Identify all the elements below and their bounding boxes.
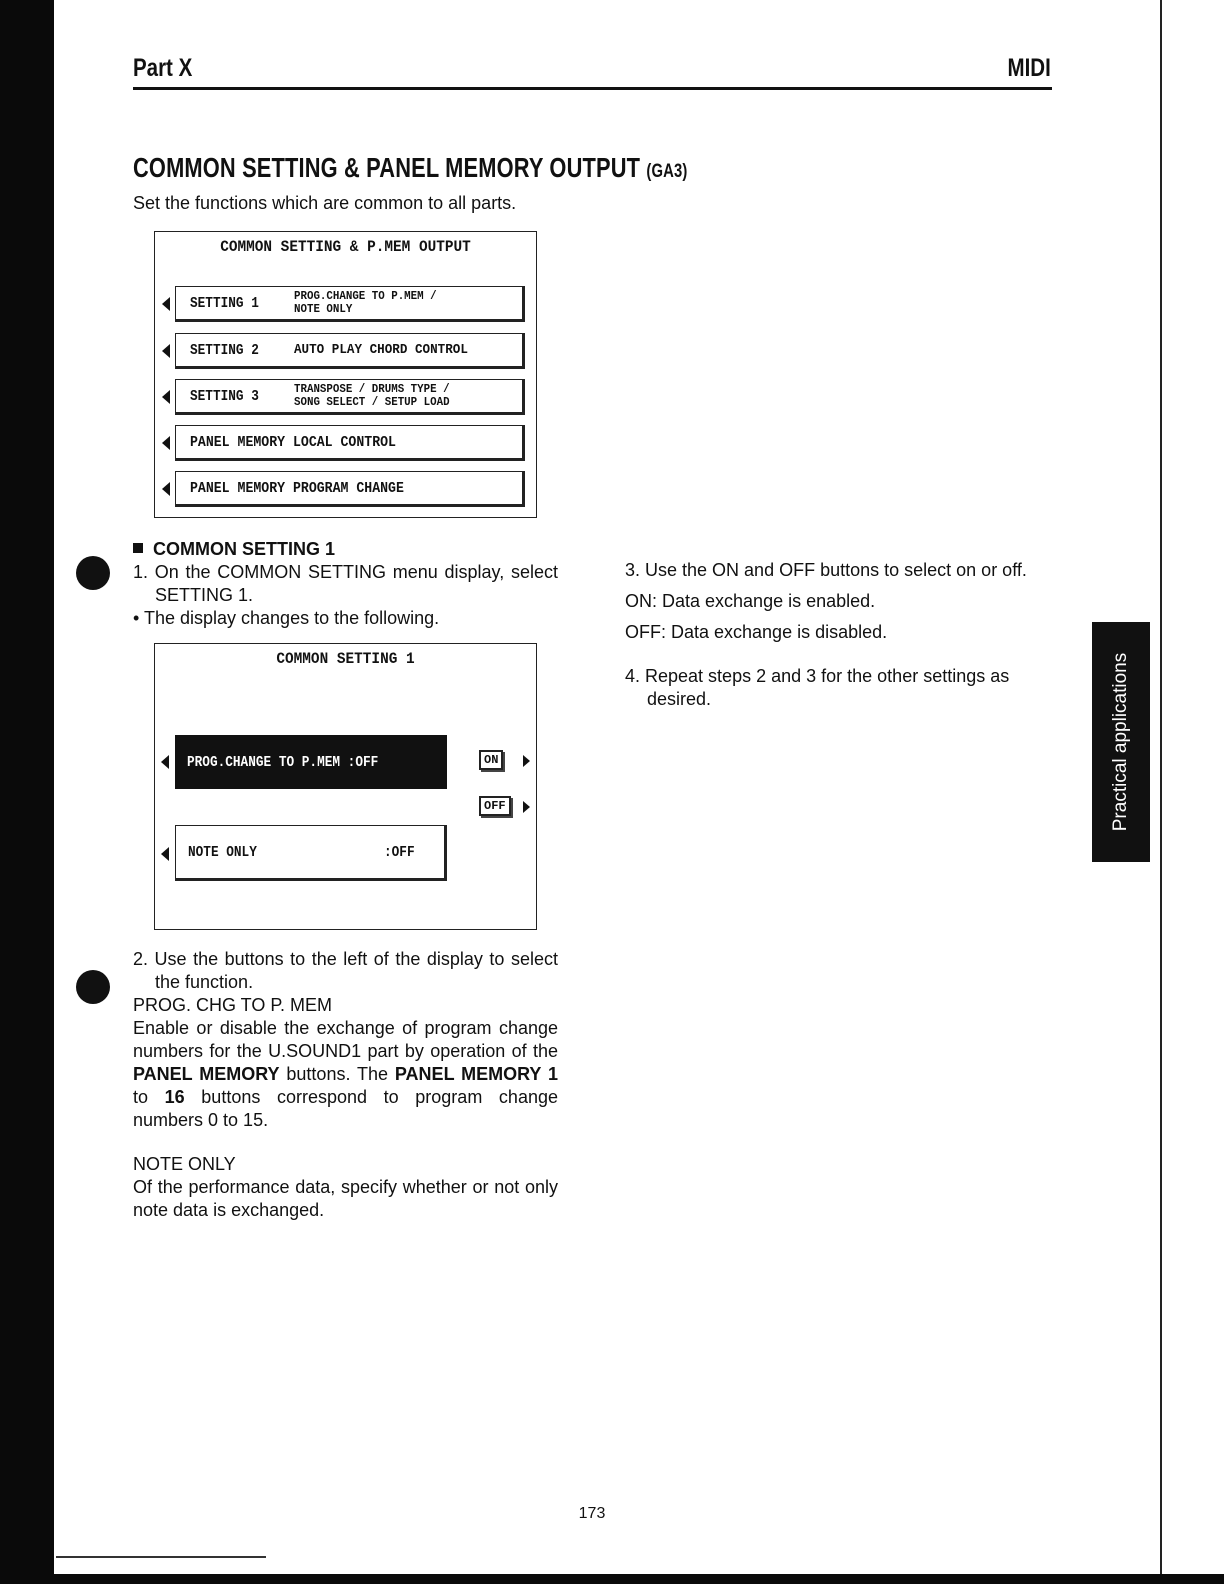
lcd-menu-display: [154, 231, 537, 518]
display-changes-note: • The display changes to the following.: [133, 608, 440, 628]
prog-chg-body: Enable or disable the exchange of program change numbers for the U.SOUND1 part by operation of the PANEL MEMORY buttons. The PANEL MEMORY 1 to 16 buttons correspond to program change numbers 0 to 15.: [133, 1018, 558, 1130]
menu-row-label: SETTING 3: [190, 387, 259, 405]
menu-row-desc: [294, 383, 450, 409]
left-arrow-icon: [162, 436, 170, 450]
margin-bullet-1: [76, 556, 110, 590]
note-only-label: NOTE ONLY: [188, 843, 257, 861]
on-description: ON: Data exchange is enabled.: [625, 591, 876, 611]
lcd-setting-1-display: [154, 643, 537, 930]
section-intro: Set the functions which are common to all parts.: [133, 193, 517, 213]
common-setting-1-block: [133, 538, 558, 630]
left-arrow-icon: [161, 847, 169, 861]
prog-change-row-label: PROG.CHANGE TO P.MEM :OFF: [187, 753, 379, 771]
off-button[interactable]: OFF: [479, 796, 511, 816]
prog-change-row-selected[interactable]: [175, 735, 447, 789]
on-button[interactable]: ON: [479, 750, 503, 770]
page-bottom-edge: [0, 1574, 1224, 1584]
step-3: 3. Use the ON and OFF buttons to select on or off.: [625, 560, 1027, 580]
right-arrow-icon: [523, 801, 530, 813]
menu-row-panel-memory-local[interactable]: [175, 425, 525, 461]
common-setting-1-heading: COMMON SETTING 1: [133, 538, 558, 561]
prog-chg-title: PROG. CHG TO P. MEM: [133, 995, 333, 1015]
right-column: [625, 559, 1052, 711]
bottom-edge-mark: [56, 1556, 266, 1558]
note-only-body: Of the performance data, specify whether or not only note data is exchanged.: [133, 1177, 558, 1220]
menu-row-setting-2[interactable]: [175, 333, 525, 369]
menu-row-label: PANEL MEMORY PROGRAM CHANGE: [190, 479, 404, 497]
menu-row-label: PANEL MEMORY LOCAL CONTROL: [190, 433, 396, 451]
menu-row-desc-line1: PROG.CHANGE TO P.MEM /: [294, 289, 437, 303]
left-arrow-icon: [162, 344, 170, 358]
menu-row-panel-memory-program[interactable]: [175, 471, 525, 507]
step-4: 4. Repeat steps 2 and 3 for the other settings as desired.: [625, 666, 1010, 709]
menu-row-desc-line2: SONG SELECT / SETUP LOAD: [294, 395, 450, 409]
menu-row-desc: AUTO PLAY CHORD CONTROL: [294, 341, 468, 358]
note-only-title: NOTE ONLY: [133, 1154, 236, 1174]
step-1: 1. On the COMMON SETTING menu display, select SETTING 1.: [133, 562, 558, 605]
section-title: [133, 152, 688, 184]
header-chapter: MIDI: [1007, 54, 1051, 82]
square-bullet-icon: [133, 543, 143, 553]
margin-bullet-2: [76, 970, 110, 1004]
header-part: Part X: [133, 54, 193, 82]
left-arrow-icon: [162, 297, 170, 311]
page-right-edge: [1160, 0, 1162, 1584]
lcd-menu-title: COMMON SETTING & P.MEM OUTPUT: [220, 238, 471, 256]
off-description: OFF: Data exchange is disabled.: [625, 622, 888, 642]
menu-row-label: SETTING 2: [190, 341, 259, 359]
page-left-edge: [0, 0, 54, 1584]
page-number: 173: [578, 1505, 606, 1522]
header-rule: [133, 87, 1052, 90]
note-only-value: :OFF: [384, 843, 415, 861]
note-only-row[interactable]: [175, 825, 447, 881]
menu-row-setting-3[interactable]: [175, 379, 525, 415]
left-arrow-icon: [161, 755, 169, 769]
menu-row-desc-line1: TRANSPOSE / DRUMS TYPE /: [294, 382, 450, 396]
side-tab-label: Practical applications: [1110, 652, 1131, 832]
left-arrow-icon: [162, 482, 170, 496]
left-arrow-icon: [162, 390, 170, 404]
step-2: 2. Use the buttons to the left of the display to select the function.: [133, 949, 558, 992]
lcd-setting-1-title: COMMON SETTING 1: [276, 650, 415, 668]
right-arrow-icon: [523, 755, 530, 767]
menu-row-label: SETTING 1: [190, 294, 259, 312]
step-2-block: [133, 948, 558, 1222]
menu-row-desc: [294, 290, 437, 316]
section-title-text: COMMON SETTING & PANEL MEMORY OUTPUT: [133, 152, 641, 183]
menu-row-setting-1[interactable]: [175, 286, 525, 322]
side-tab: [1092, 622, 1150, 862]
menu-row-desc-line2: NOTE ONLY: [294, 302, 353, 316]
section-tag: (GA3): [646, 161, 688, 182]
